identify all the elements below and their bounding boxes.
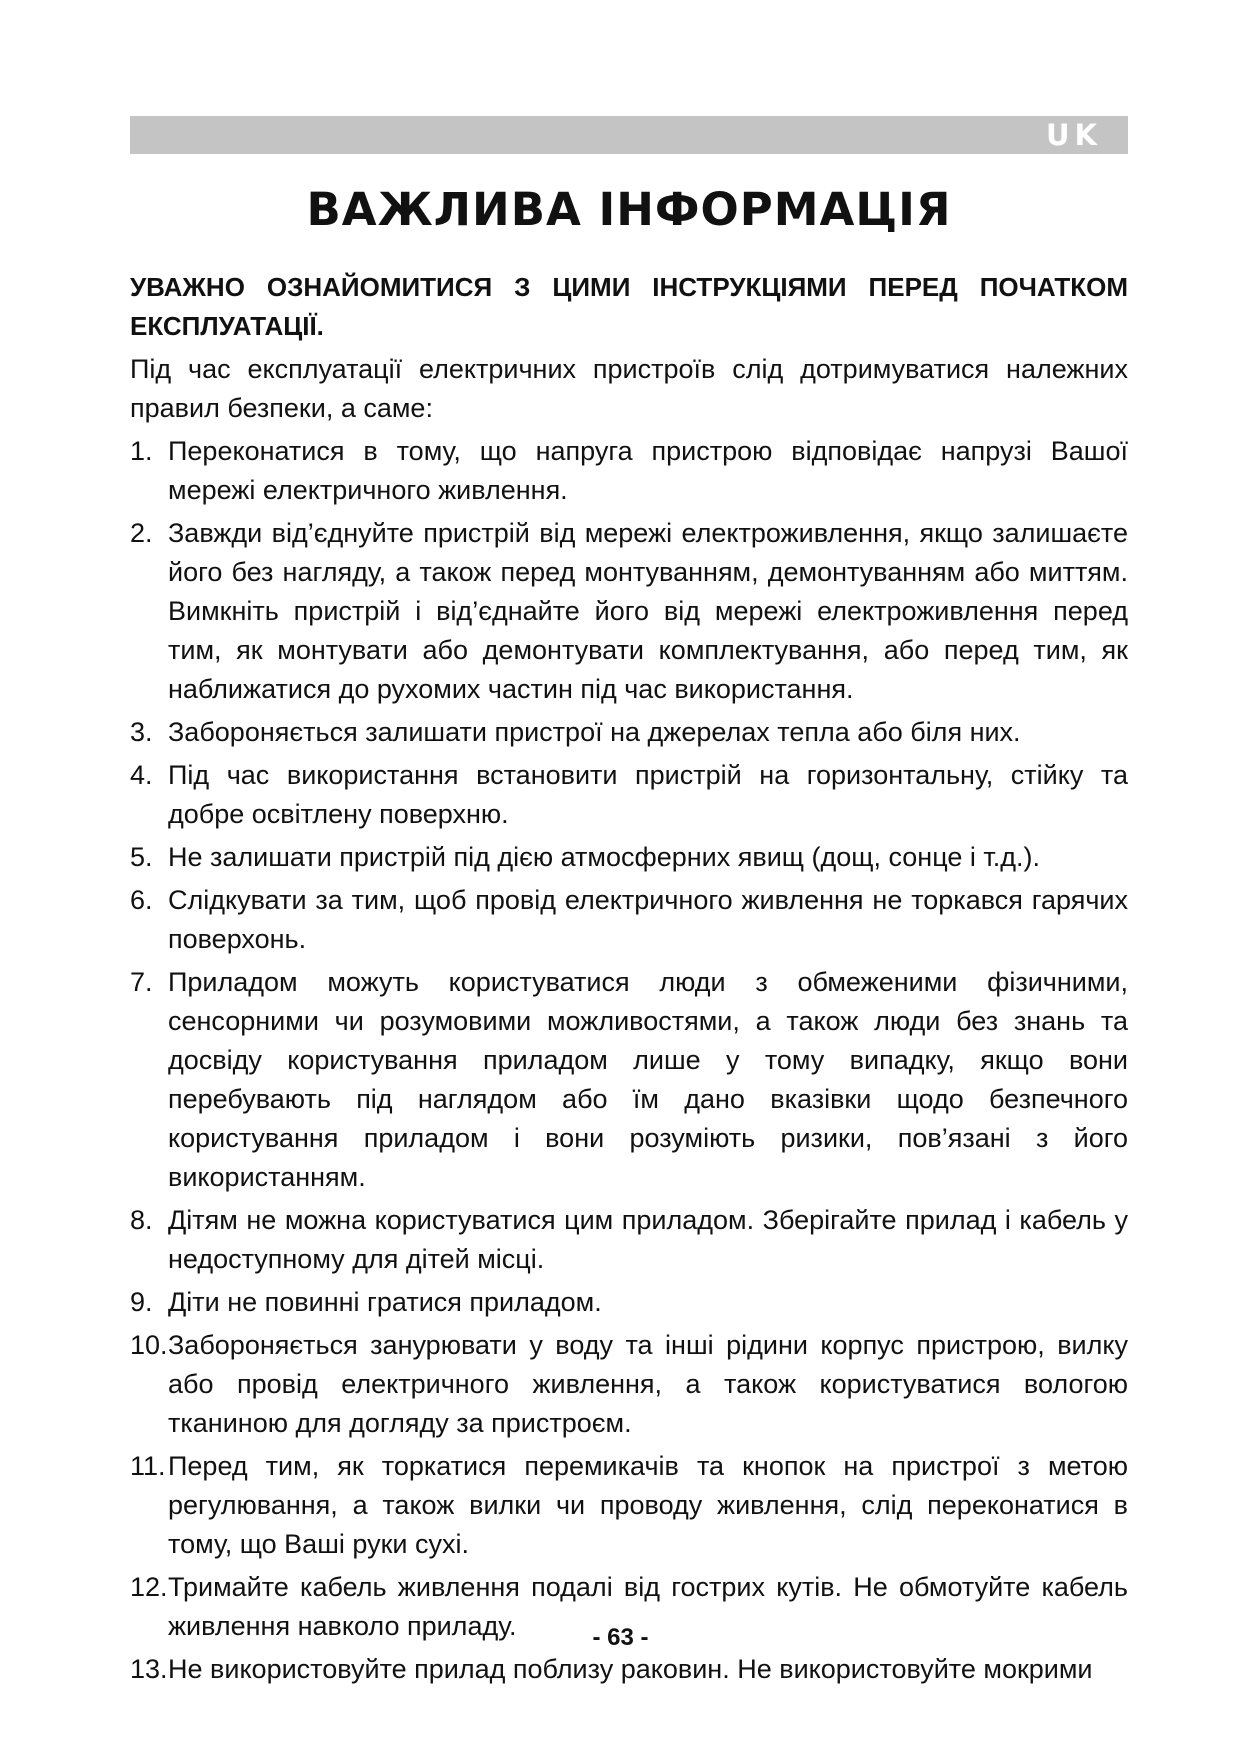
language-header-bar: [130, 116, 1128, 154]
item-text: Під час використання встановити пристрій на горизонтальну, стійку та добре освітлену поверхню.: [168, 760, 1128, 829]
list-item: [130, 514, 1128, 709]
item-number: 13.: [130, 1654, 168, 1684]
safety-instructions-list: [130, 432, 1128, 1689]
list-item: [130, 881, 1128, 959]
list-item: [130, 1650, 1128, 1689]
item-text: Переконатися в тому, що напруга пристрою відповідає напрузі Вашої мережі електричного живлення.: [168, 436, 1128, 505]
item-text: Дітям не можна користуватися цим приладом. Зберігайте прилад і кабель у недоступному для дітей місці.: [168, 1205, 1128, 1274]
main-content: [130, 268, 1128, 1689]
list-item: [130, 963, 1128, 1197]
item-text: Перед тим, як торкатися перемикачів та кнопок на пристрої з метою регулювання, а також вилки чи проводу живлення, слід переконатися в тому, що Ваші руки сухі.: [168, 1451, 1128, 1559]
item-text: Не використовуйте прилад поблизу раковин. Не використовуйте мокрими: [168, 1654, 1093, 1684]
list-item: [130, 432, 1128, 510]
list-item: [130, 1447, 1128, 1564]
item-text: Не залишати пристрій під дією атмосферних явищ (дощ, сонце і т.д.).: [168, 842, 1041, 872]
item-text: Завжди від’єднуйте пристрій від мережі електроживлення, якщо залишаєте його без нагляду, а також перед монтуванням, демонтуванням або миттям. Вимкніть пристрій і від’єднайте його від мережі електроживлення перед тим, як монтувати або демонтувати комплектування, або перед тим, як наближатися до рухомих частин під час використання.: [168, 518, 1128, 704]
item-number: 12.: [130, 1572, 168, 1602]
list-item: [130, 1201, 1128, 1279]
item-number: 10.: [130, 1330, 168, 1360]
intro-paragraph: Під час експлуатації електричних пристроїв слід дотримуватися належних правил безпеки, а саме:: [130, 354, 1128, 423]
item-number: 3.: [130, 717, 153, 747]
page-number: - 63 -: [592, 1624, 649, 1651]
item-text: Тримайте кабель живлення подалі від гострих кутів. Не обмотуйте кабель живлення навколо приладу.: [168, 1572, 1128, 1641]
item-number: 11.: [130, 1451, 166, 1481]
item-number: 4.: [130, 760, 153, 790]
list-item: [130, 713, 1128, 752]
item-text: Діти не повинні гратися приладом.: [168, 1287, 602, 1317]
item-number: 8.: [130, 1205, 153, 1235]
list-item: [130, 756, 1128, 834]
language-code: UK: [1045, 118, 1102, 152]
list-item: [130, 838, 1128, 877]
item-text: Забороняється занурювати у воду та інші рідини корпус пристрою, вилку або провід електричного живлення, а також користуватися вологою тканиною для догляду за пристроєм.: [168, 1330, 1128, 1438]
item-text: Приладом можуть користуватися люди з обмеженими фізичними, сенсорними чи розумовими можливостями, а також люди без знань та досвіду користування приладом лише у тому випадку, якщо вони перебувають під наглядом або їм дано вказівки щодо безпечного користування приладом і вони розуміють ризики, пов’язані з його використанням.: [168, 967, 1128, 1192]
item-number: 9.: [130, 1287, 153, 1317]
item-number: 7.: [130, 967, 153, 997]
page-title: ВАЖЛИВА ІНФОРМАЦІЯ: [306, 183, 952, 236]
item-number: 2.: [130, 518, 153, 548]
item-text: Слідкувати за тим, щоб провід електричного живлення не торкався гарячих поверхонь.: [168, 885, 1128, 954]
item-number: 5.: [130, 842, 153, 872]
warning-subheading: УВАЖНО ОЗНАЙОМИТИСЯ З ЦИМИ ІНСТРУКЦІЯМИ ПЕРЕД ПОЧАТКОМ ЕКСПЛУАТАЦІЇ.: [130, 272, 1128, 341]
item-number: 6.: [130, 885, 153, 915]
item-number: 1.: [130, 436, 153, 466]
item-text: Забороняється залишати пристрої на джерелах тепла або біля них.: [168, 717, 1021, 747]
list-item: [130, 1326, 1128, 1443]
list-item: [130, 1283, 1128, 1322]
